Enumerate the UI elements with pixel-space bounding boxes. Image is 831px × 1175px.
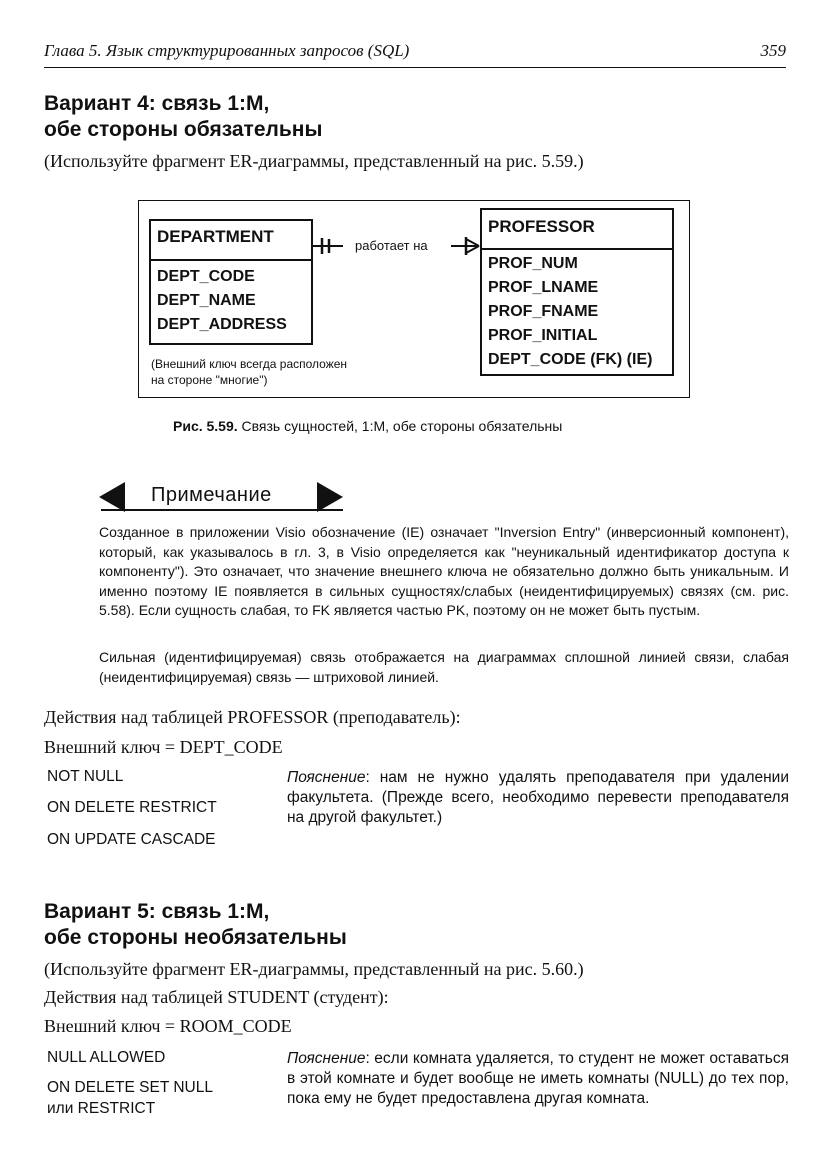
chapter-title: Глава 5. Язык структурированных запросов (SQL): [44, 41, 410, 60]
variant4-actions: Действия над таблицей PROFESSOR (преподаватель):: [44, 707, 461, 727]
er-diagram-figure: [138, 200, 690, 398]
department-entity-name: DEPARTMENT: [157, 227, 274, 246]
variant4-title-line1: Вариант 4: связь 1:M,: [44, 92, 270, 115]
variant4-intro: (Используйте фрагмент ER-диаграммы, представленный на рис. 5.59.): [44, 151, 584, 171]
figure-caption: [173, 418, 562, 434]
variant4-foreign-key: Внешний ключ = DEPT_CODE: [44, 737, 283, 757]
department-attr: DEPT_NAME: [157, 292, 256, 309]
department-attr: DEPT_CODE: [157, 268, 255, 285]
note-paragraph-1: Созданное в приложении Visio обозначение (IE) означает "Inversion Entry" (инверсионный компонент), который, как указывалось в гл. 3, в Visio определяется как "неуникальный идентификатор доступа к компоненту"). Это означает, что значение внешнего ключа не обязательно должно быть уникальным. И именно поэтому IE появляется в сильных сущностях/слабых (неидентифицируемых) связях (см. рис. 5.58). Если сущность слабая, то FK является частью PK, поэтому он не может быть пустым.: [99, 524, 789, 618]
code-line: ON DELETE SET NULL: [47, 1079, 213, 1096]
code-line: ON DELETE RESTRICT: [47, 799, 217, 816]
code-line: NOT NULL: [47, 768, 124, 785]
professor-attr: PROF_INITIAL: [488, 327, 598, 344]
variant4-explanation: [287, 768, 789, 828]
variant5-title-line2: обе стороны необязательны: [44, 926, 347, 949]
fk-note-line2: на стороне "многие"): [151, 373, 268, 387]
code-line: или RESTRICT: [47, 1100, 156, 1117]
department-attr: DEPT_ADDRESS: [157, 316, 287, 333]
explanation-label: Пояснение: [287, 1050, 366, 1067]
explanation-text: : нам не нужно удалять преподавателя при удалении факультета. (Прежде всего, необходимо перевести преподавателя на другой факультет.): [287, 769, 789, 826]
note-label: Примечание: [151, 484, 272, 506]
professor-entity: [480, 208, 674, 376]
relationship-label: работает на: [355, 238, 428, 253]
explanation-label: Пояснение: [287, 769, 366, 786]
code-line: NULL ALLOWED: [47, 1049, 166, 1066]
professor-entity-name: PROFESSOR: [488, 217, 595, 236]
page-number: 359: [760, 41, 786, 60]
fk-note-line1: (Внешний ключ всегда расположен: [151, 357, 348, 371]
variant5-intro: (Используйте фрагмент ER-диаграммы, представленный на рис. 5.60.): [44, 959, 584, 979]
professor-attr: DEPT_CODE (FK) (IE): [488, 351, 653, 368]
note-paragraph-2: Сильная (идентифицируемая) связь отображается на диаграммах сплошной линией связи, слабая (неидентифицируемая) связь — штриховой линией.: [99, 649, 789, 685]
variant5-foreign-key: Внешний ключ = ROOM_CODE: [44, 1016, 292, 1036]
note-banner: [99, 481, 343, 513]
professor-divider: [482, 248, 672, 250]
variant5-actions: Действия над таблицей STUDENT (студент):: [44, 987, 389, 1007]
professor-attr: PROF_NUM: [488, 255, 578, 272]
variant5-explanation: [287, 1049, 789, 1109]
variant5-title-line1: Вариант 5: связь 1:M,: [44, 900, 270, 923]
variant4-title-line2: обе стороны обязательны: [44, 118, 323, 141]
professor-attr: PROF_FNAME: [488, 303, 599, 320]
code-line: ON UPDATE CASCADE: [47, 831, 216, 848]
professor-attr: PROF_LNAME: [488, 279, 599, 296]
running-header: [44, 41, 786, 68]
explanation-text: : если комната удаляется, то студент не может оставаться в этой комнате и будет вообще не иметь комнаты (NULL) до тех пор, пока ему не будет предоставлена другая комната.: [287, 1050, 789, 1107]
figure-caption-text: Связь сущностей, 1:M, обе стороны обязательны: [237, 418, 563, 434]
figure-caption-number: Рис. 5.59.: [173, 418, 238, 434]
